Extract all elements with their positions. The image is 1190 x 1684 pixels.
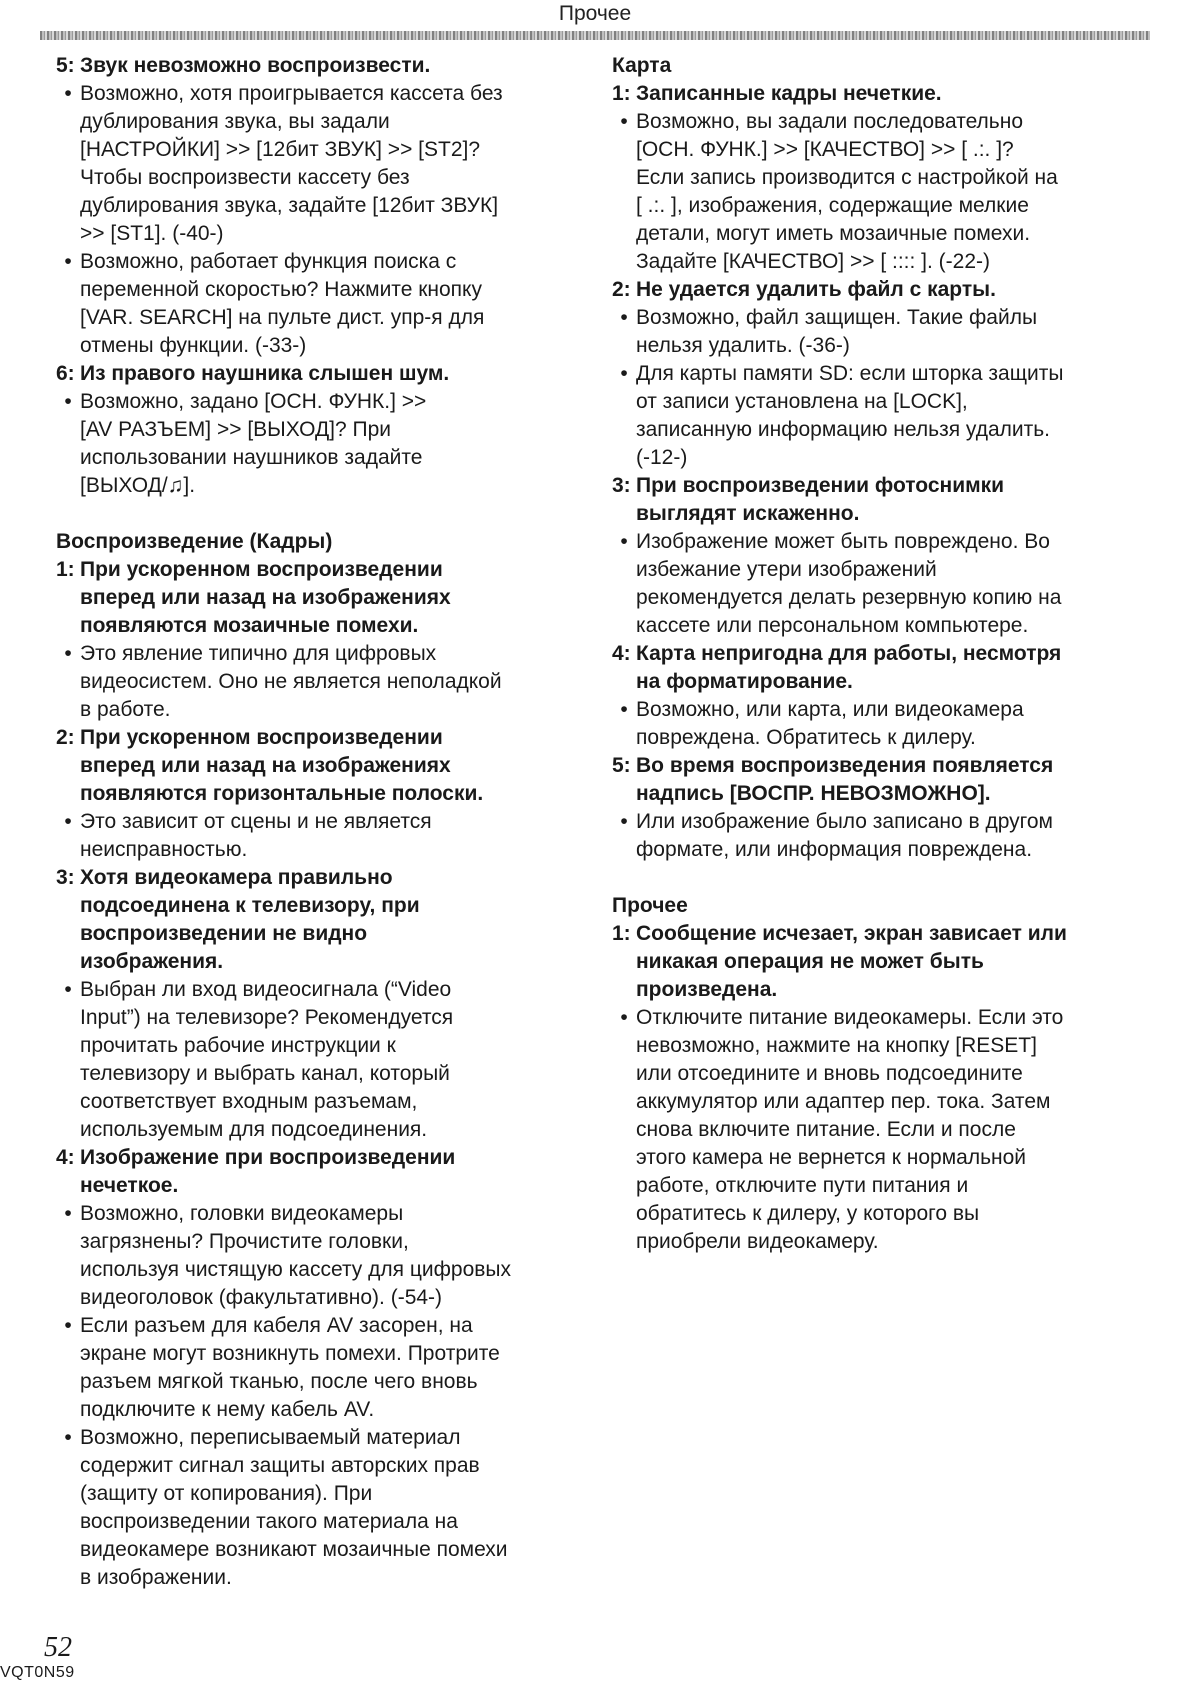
item-title: Записанные кадры нечеткие.: [636, 82, 942, 105]
bullet-icon: •: [620, 1006, 628, 1029]
item-title: Карта непригодна для работы, несмотря на форматирование.: [636, 642, 1062, 693]
item-number: 3:: [612, 474, 631, 497]
troubleshoot-item: [56, 52, 584, 360]
troubleshoot-item: [612, 640, 1142, 752]
bullet-list: [612, 108, 1142, 276]
troubleshoot-item: [56, 864, 584, 1144]
bullet-item: [612, 808, 1142, 864]
bullet-item: [612, 360, 1142, 472]
troubleshoot-item: [612, 752, 1142, 864]
bullet-icon: •: [620, 110, 628, 133]
item-number: 1:: [612, 922, 631, 945]
bullet-list: [56, 808, 584, 864]
section-spacer: [612, 864, 1142, 892]
troubleshoot-item: [612, 276, 1142, 472]
bullet-item: [56, 248, 584, 360]
bullet-icon: •: [64, 1314, 72, 1337]
item-number: 5:: [56, 54, 75, 77]
bullet-list: [612, 808, 1142, 864]
troubleshoot-item: [56, 360, 584, 500]
item-heading: [612, 276, 1142, 304]
item-number: 3:: [56, 866, 75, 889]
item-heading: [612, 640, 1142, 696]
bullet-text: Возможно, или карта, или видеокамера повреждена. Обратитесь к дилеру.: [636, 698, 1024, 749]
bullet-text: Возможно, файл защищен. Такие файлы нельзя удалить. (-36-): [636, 306, 1038, 357]
page-number: 52: [44, 1632, 72, 1663]
bullet-item: [612, 1004, 1142, 1256]
bullet-icon: •: [64, 82, 72, 105]
bullet-list: [612, 696, 1142, 752]
item-heading: [56, 556, 584, 640]
bullet-list: [56, 388, 584, 500]
bullet-text: Это зависит от сцены и не является неисправностью.: [80, 810, 432, 861]
bullet-item: [612, 304, 1142, 360]
item-title: Из правого наушника слышен шум.: [80, 362, 450, 385]
item-number: 2:: [612, 278, 631, 301]
item-title: Хотя видеокамера правильно подсоединена к телевизору, при воспроизведении не видно изображения.: [80, 866, 420, 973]
bullet-icon: •: [64, 810, 72, 833]
bullet-list: [56, 80, 584, 360]
troubleshoot-item: [612, 472, 1142, 640]
bullet-item: [56, 640, 584, 724]
item-heading: [56, 52, 584, 80]
bullet-list: [56, 1200, 584, 1592]
item-heading: [56, 724, 584, 808]
bullet-text: Выбран ли вход видеосигнала (“Video Input”) на телевизоре? Рекомендуется прочитать рабочие инструкции к телевизору и выбрать канал, который соответствует входным разъемам, используемым для подсоединения.: [80, 978, 454, 1141]
bullet-icon: •: [64, 978, 72, 1001]
item-heading: [612, 752, 1142, 808]
bullet-icon: •: [620, 698, 628, 721]
bullet-text: Возможно, хотя проигрывается кассета без дублирования звука, вы задали [НАСТРОЙКИ] >> [12бит ЗВУК] >> [ST2]? Чтобы воспроизвести кассету без дублирования звука, задайте [12бит ЗВУК] >> [ST1]. (-40-): [80, 82, 503, 245]
item-number: 6:: [56, 362, 75, 385]
bullet-text: Отключите питание видеокамеры. Если это невозможно, нажмите на кнопку [RESET] или отсоедините и вновь подсоедините аккумулятор или адаптер пер. тока. Затем снова включите питание. Если и после этого камера не вернется к нормальной работе, отключите пути питания и обратитесь к дилеру, у которого вы приобрели видеокамеру.: [636, 1006, 1064, 1253]
troubleshoot-item: [56, 556, 584, 724]
item-number: 4:: [612, 642, 631, 665]
bullet-text: Возможно, вы задали последовательно [ОСН. ФУНК.] >> [КАЧЕСТВО] >> [ .:. ]? Если запись производится с настройкой на [ .:. ], изображения, содержащие мелкие детали, могут иметь мозаичные помехи. Задайте [КАЧЕСТВО] >> [ :::: ]. (-22-): [636, 110, 1058, 273]
item-heading: [56, 360, 584, 388]
troubleshoot-item: [56, 724, 584, 864]
troubleshoot-item: [612, 80, 1142, 276]
bullet-text: Возможно, переписываемый материал содержит сигнал защиты авторских прав (защиту от копирования). При воспроизведении такого материала на видеокамере возникают мозаичные помехи в изображении.: [80, 1426, 508, 1589]
bullet-item: [56, 1200, 584, 1312]
bullet-icon: •: [64, 1202, 72, 1225]
page-header-title: Прочее: [558, 2, 632, 25]
bullet-icon: •: [64, 390, 72, 413]
item-title: При ускоренном воспроизведении вперед или назад на изображениях появляются мозаичные помехи.: [80, 558, 451, 637]
document-code: VQT0N59: [0, 1664, 75, 1681]
item-number: 2:: [56, 726, 75, 749]
bullet-list: [612, 1004, 1142, 1256]
item-heading: [56, 1144, 584, 1200]
bullet-text: Для карты памяти SD: если шторка защиты от записи установлена на [LOCK], записанную информацию нельзя удалить. (-12-): [636, 362, 1064, 469]
bullet-list: [56, 640, 584, 724]
bullet-icon: •: [620, 810, 628, 833]
section-heading: Карта: [612, 54, 672, 77]
troubleshoot-item: [56, 1144, 584, 1592]
bullet-text: Изображение может быть повреждено. Во избежание утери изображений рекомендуется делать резервную копию на кассете или персональном компьютере.: [636, 530, 1062, 637]
section-heading: Воспроизведение (Кадры): [56, 530, 333, 553]
item-number: 5:: [612, 754, 631, 777]
bullet-item: [56, 80, 584, 248]
section-spacer: [56, 500, 584, 528]
bullet-item: [56, 1424, 584, 1592]
bullet-item: [56, 388, 584, 500]
item-number: 1:: [612, 82, 631, 105]
bullet-list: [612, 304, 1142, 472]
bullet-text: Возможно, работает функция поиска с переменной скоростью? Нажмите кнопку [VAR. SEARCH] на пульте дист. упр-я для отмены функции. (-33-): [80, 250, 485, 357]
item-heading: [56, 864, 584, 976]
bullet-item: [56, 1312, 584, 1424]
bullet-text: Возможно, головки видеокамеры загрязнены? Прочистите головки, используя чистящую кассету для цифровых видеоголовок (факультативно). (-54-): [80, 1202, 511, 1309]
item-heading: [612, 472, 1142, 528]
item-title: При ускоренном воспроизведении вперед или назад на изображениях появляются горизонтальные полоски.: [80, 726, 484, 805]
bullet-icon: •: [620, 530, 628, 553]
bullet-icon: •: [64, 642, 72, 665]
item-heading: [612, 920, 1142, 1004]
right-column: [612, 52, 1142, 1256]
bullet-list: [612, 528, 1142, 640]
left-column: [56, 52, 584, 1592]
bullet-icon: •: [64, 1426, 72, 1449]
bullet-text: Если разъем для кабеля AV засорен, на экране могут возникнуть помехи. Протрите разъем мягкой тканью, после чего вновь подключите к нему кабель AV.: [80, 1314, 500, 1421]
troubleshoot-item: [612, 920, 1142, 1256]
bullet-item: [612, 108, 1142, 276]
item-title: При воспроизведении фотоснимки выглядят искаженно.: [636, 474, 1005, 525]
item-title: Во время воспроизведения появляется надпись [ВОСПР. НЕВОЗМОЖНО].: [636, 754, 1054, 805]
bullet-text: Или изображение было записано в другом формате, или информация повреждена.: [636, 810, 1053, 861]
item-number: 1:: [56, 558, 75, 581]
bullet-icon: •: [64, 250, 72, 273]
header-divider: [40, 31, 1150, 40]
bullet-icon: •: [620, 306, 628, 329]
bullet-item: [612, 528, 1142, 640]
item-title: Сообщение исчезает, экран зависает или никакая операция не может быть произведена.: [636, 922, 1067, 1001]
item-title: Изображение при воспроизведении нечеткое.: [80, 1146, 456, 1197]
item-title: Звук невозможно воспроизвести.: [80, 54, 431, 77]
item-title: Не удается удалить файл с карты.: [636, 278, 996, 301]
bullet-list: [56, 976, 584, 1144]
item-heading: [612, 80, 1142, 108]
bullet-text: Возможно, задано [ОСН. ФУНК.] >> [AV РАЗЪЕМ] >> [ВЫХОД]? При использовании наушников задайте [ВЫХОД/♫].: [80, 390, 427, 497]
section-heading: Прочее: [612, 894, 688, 917]
item-number: 4:: [56, 1146, 75, 1169]
bullet-item: [56, 808, 584, 864]
bullet-item: [56, 976, 584, 1144]
bullet-text: Это явление типично для цифровых видеосистем. Оно не является неполадкой в работе.: [80, 642, 502, 721]
bullet-item: [612, 696, 1142, 752]
bullet-icon: •: [620, 362, 628, 385]
